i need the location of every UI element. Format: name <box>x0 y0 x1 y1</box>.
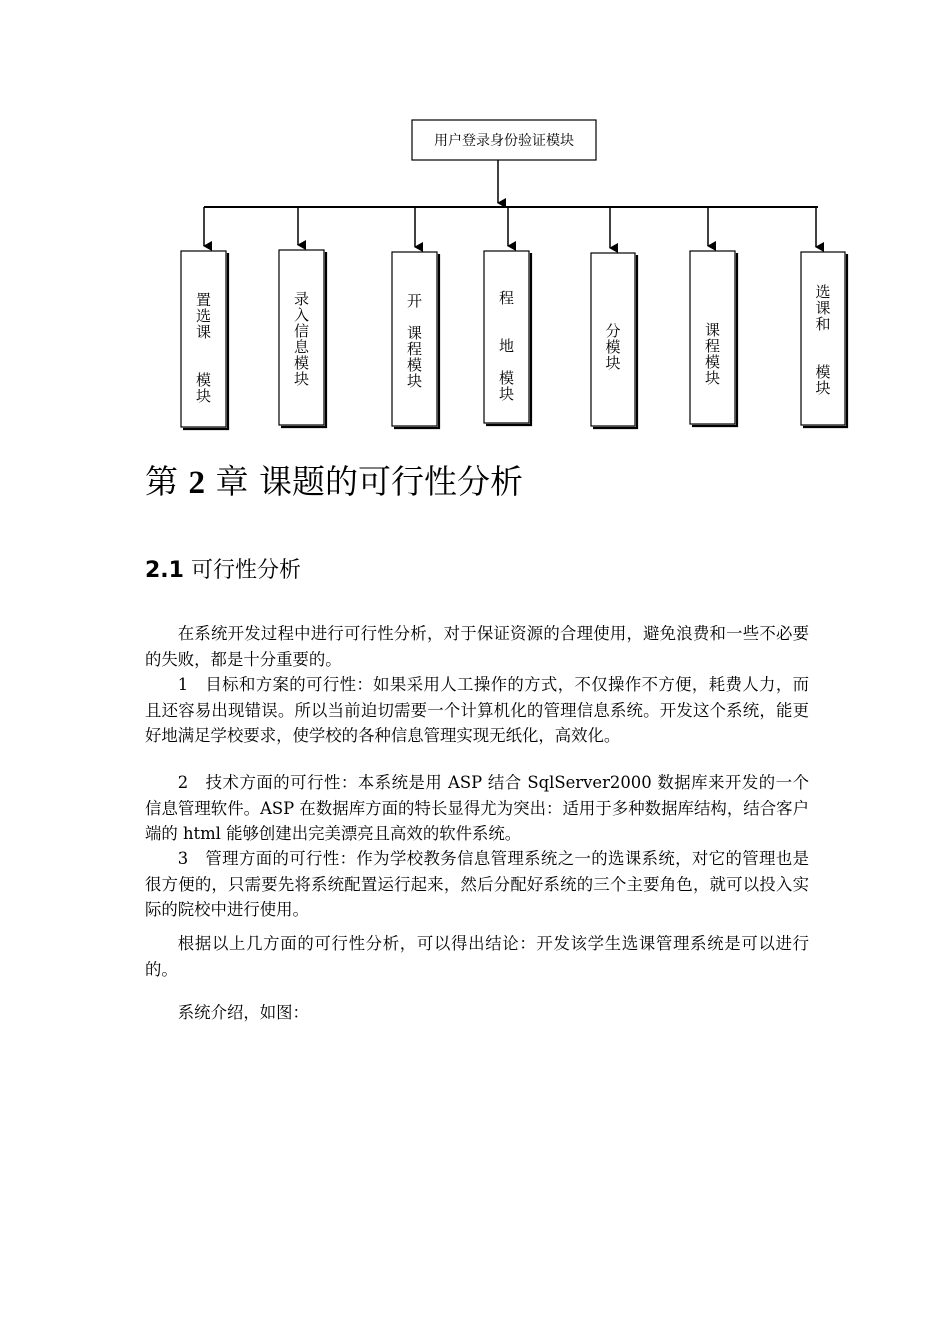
child-module-label: 录 入 信 息 模 块 <box>293 290 309 388</box>
child-module-label: 课 程 模 块 <box>704 321 720 387</box>
paragraph-system-intro: 系统介绍，如图： <box>177 1003 309 1022</box>
paragraph-goal-feasibility: 1 目标和方案的可行性：如果采用人工操作的方式，不仅操作不方便，耗费人力，而且还容易出现错误。所以当前迫切需要一个计算机化的管理信息系统。开发这个系统，能更好地满足学校要求，使学校的各种信息管理实现无纸化，高效化。 <box>145 675 809 746</box>
paragraph-intro: 在系统开发过程中进行可行性分析，对于保证资源的合理使用，避免浪费和一些不必要的失败，都是十分重要的。 <box>145 624 809 669</box>
child-module-label: 程 地 模 块 <box>498 289 514 403</box>
chapter-title: 第 2 章 课题的可行性分析 <box>145 462 523 501</box>
paragraph-management-feasibility: 3 管理方面的可行性：作为学校教务信息管理系统之一的选课系统，对它的管理也是很方便的，只需要先将系统配置运行起来，然后分配好系统的三个主要角色，就可以投入实际的院校中进行使用。 <box>145 849 809 920</box>
section-title: 2.1 可行性分析 <box>145 558 301 583</box>
child-module-label: 选 课 和 模 块 <box>815 283 831 397</box>
paragraph-tech-feasibility: 2 技术方面的可行性：本系统是用 ASP 结合 SqlServer2000 数据库来开发的一个信息管理软件。ASP 在数据库方面的特长显得尤为突出：适用于多种数据库结构，结合客户端的 html 能够创建出完美漂亮且高效的软件系统。 <box>145 773 809 844</box>
child-module-label: 开 课 程 模 块 <box>406 292 422 390</box>
child-module-label: 分 模 块 <box>605 322 621 372</box>
child-module-label: 置 选 课 模 块 <box>195 291 211 405</box>
paragraph-conclusion: 根据以上几方面的可行性分析，可以得出结论：开发该学生选课管理系统是可以进行的。 <box>145 934 809 979</box>
root-module-label: 用户登录身份验证模块 <box>434 133 574 149</box>
